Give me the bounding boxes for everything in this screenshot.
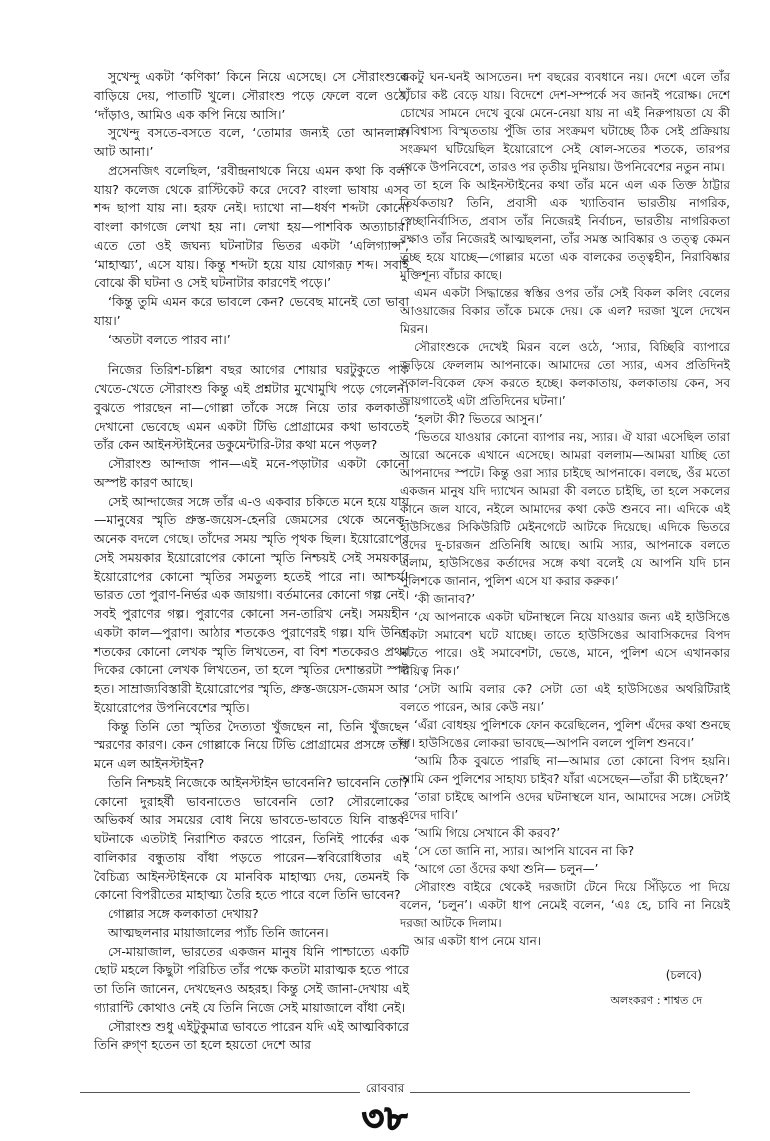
paragraph: সুখেন্দু একটা ‘কণিকা’ কিনে নিয়ে এসেছে। সে সৌরাংশুকে বাড়িয়ে দেয়, পাতাটি খুলে। সৌরাংশু পড়ে ফেলে বলে ওঠে, ‘দাঁড়াও, আমিও এক কপি নিয়ে আসি।’ [94, 69, 409, 122]
paragraph: সে-মায়াজাল, ভারতের একজন মানুষ যিনি পাশ্চাত্যে একটি ছোট মহলে কিছুটা পরিচিত তাঁর পক্ষে কতটা মারাত্মক হতে পারে তা তিনি জানেন, দেখছেনও অহরহ। কিন্তু সেই জানা-দেখায় এই গ্যারান্টি কোথাও নেই যে তিনি নিজে সেই মায়াজালে বাঁধা নেই। [94, 943, 409, 1015]
page-footer [0, 1080, 770, 1138]
paragraph: ‘আমি গিয়ে সেখানে কী করব?’ [414, 826, 561, 840]
paragraph: সৌরাংশুকে দেখেই মিরন বলে ওঠে, ‘স্যার, বিচ্ছিরি ব্যাপারে জড়িয়ে ফেললাম আপনাকে। আমাদের তো স্যার, এসব প্রতিদিনই সকাল-বিকেল ফেস করতে হচ্ছে। কলকাতায়, কলকাতায় কেন, সব জায়গাতেই এটা প্রতিদিনের ঘটনা।’ [400, 340, 730, 408]
paragraph: ‘ভিতরে যাওয়ার কোনো ব্যাপার নয়, স্যার। ঐ যারা এসেছিল তারা আরো অনেকে এখানে এসেছে। আমরা বললাম—আমরা যাচ্ছি তো আপনাদের স্পটে। কিন্তু ওরা স্যার চাইছে আপনাকে। বলছে, ওঁর মতো একজন মানুষ যদি দ্যাখেন আমরা কী বলতে চাইছি, তা হলে সকলের কানে জল যাবে, নইলে আমাদের কথা কেউ শুনবে না। এদিকে এই হাউসিঙের সিকিউরিটি মেইনগেটে আটকে দিয়েছে। এদিকে ভিতরে ওদের দু-চারজন প্রতিনিধি আছে। আমি স্যার, আপনাকে বলতে এলাম, হাউসিঙের কর্তাদের সঙ্গে কথা বলেই যে আপনি যদি চান পুলিশকে জানান, পুলিশ এসে যা করার করুক।’ [400, 430, 730, 588]
paragraph: সৌরাংশু আন্দাজ পান—এই মনে-পড়াটার একটা কোনো অস্পষ্ট কারণ আছে। [94, 456, 409, 490]
paragraph: ‘সেটা আমি বলার কে? সেটা তো এই হাউসিঙের অথরিটিরাই বলতে পারেন, আর কেউ নয়।’ [400, 682, 730, 714]
paragraph: ‘কী জানাব?’ [414, 592, 476, 606]
paragraph: আত্মছলনার মায়াজালের প্যাঁচ তিনি জানেন। [108, 924, 329, 940]
paragraph: আর একটা ধাপ নেমে যান। [414, 934, 542, 948]
paragraph: ‘তারা চাইছে আপনি ওদের ঘটনাস্থলে যান, আমাদের সঙ্গে। সেটাই ওদের দাবি।’ [400, 790, 730, 822]
paragraph: গোল্লার সঙ্গে কলকাতা দেখায়? [108, 906, 259, 921]
paragraph: প্রসেনজিৎ বলেছিল, ‘রবীন্দ্রনাথকে নিয়ে এমন কথা কি বলা যায়? কলেজ থেকে রাস্টিকেট করে দেবে? বাংলা ভাষায় এসব শব্দ ছাপা যায় না। হরফ নেই। দ্যাখো না—ধর্ষণ শব্দটা কোনো বাংলা কাগজে লেখা হয় না। লেখা হয়—পাশবিক অত্যাচার। এতে তো ওই জঘন্য ঘটনাটার ভিতর একটা ‘এলিগ্যান্স’, ‘মাহাত্ম্য’, এসে যায়। কিন্তু শব্দটা হয়ে যায় যোগরূঢ় শব্দ। সবাই বোঝে কী ঘটনা ও সেই ঘটনাটার কারণেই পড়ে।’ [94, 162, 409, 291]
paragraph: ‘অতটা বলতে পারব না।’ [108, 331, 231, 347]
paragraph: ‘কিন্তু তুমি এমন করে ভাবলে কেন? ভেবেছ মানেই তো ভাবা যায়।’ [94, 294, 409, 328]
paragraph: ‘সে তো জানি না, স্যার। আপনি যাবেন না কি? [414, 844, 635, 858]
paragraph: ‘এঁরা বোধহয় পুলিশকে ফোন করেছিলেন, পুলিশ এঁদের কথা শুনছে না। হাউসিঙের লোকরা ভাবছে—আপনি বললে পুলিশ শুনবে।’ [400, 718, 730, 750]
paragraph: একটু ঘন-ঘনই আসতেন। দশ বছরের ব্যবধানে নয়। দেশে এলে তাঁর বাঁচার কষ্ট বেড়ে যায়। বিদেশে দেশ-সম্পর্কে সব জানই পরোক্ষ। দেশে চোখের সামনে দেখে বুঝে মেনে-নেয়া যায় না এই নিরুপায়তা যে কী অবিশ্বাস্য বিস্মৃততায় পুঁজি তার সংক্রমণ ঘটাচ্ছে ঠিক সেই প্রক্রিয়ায় সংক্রমণ ঘটিয়েছিল ইয়োরোপে সেই ষোল-সতের শতকে, তারপর থেকে উপনিবেশে, তারও পর তৃতীয় দুনিয়ায়। উপনিবেশের নতুন নাম। [400, 70, 730, 174]
paragraph: সৌরাংশু বাইরে থেকেই দরজাটা টেনে দিয়ে সিঁড়িতে পা দিয়ে বলেন, ‘চলুন’। একটা ধাপ নেমেই বলেন, ‘এঃ হে, চাবি না নিয়েই দরজা আটকে দিলাম। [400, 880, 730, 930]
paragraph: ‘হলটা কী? ভিতরে আসুন।’ [414, 412, 543, 426]
right-column [400, 68, 730, 1010]
paragraph: সৌরাংশু শুধু এইটুকুমাত্র ভাবতে পারেন যদি এই আত্মবিকারে তিনি রুগ্ণ হতেন তা হলে হয়তো দেশে আর [94, 1018, 409, 1053]
paragraph: সেই আন্দাজের সঙ্গে তাঁর এ-ও একবার চকিতে মনে হয়ে যায়—মানুষের স্মৃতি প্রুস্ত-জয়েস-হেনরি জেমসের থেকে অনেক-অনেক বদলে গেছে। তাঁদের সময় স্মৃতি পৃথক ছিল। ইয়োরোপের সেই সময়কার ইয়োরোপের কোনো স্মৃতি নিশ্চয়ই সেই সময়কার ইয়োরোপের কোনো স্মৃতির সমতুল্য হতেই পারে না। আশ্চর্য! ভারত তো পুরাণ-নির্ভর এক জায়গা। বর্তমানের কোনো গল্প নেই। সবই পুরাণের গল্প। পুরাণের কোনো সন-তারিখ নেই। সময়হীন একটা কাল—পুরাণ। আঠার শতকেও পুরাণেরই গল্প। যদি উনিশ শতকের কোনো লেখক স্মৃতি লিখতেন, বা বিশ শতকেরও প্রথম দিকের কোনো লেখক লিখতেন, তা হলে স্মৃতির দেশান্তরটা স্পষ্ট হত। সাম্রাজ্যবিস্তারী ইয়োরোপের স্মৃতি, প্রুস্ত-জয়েস-জেমস আর ইয়োরোপের উপনিবেশের স্মৃতি। [94, 493, 409, 715]
page-number: ৩৮ [361, 1099, 409, 1139]
paragraph: এমন একটা সিদ্ধান্তের স্বস্তির ওপর তাঁর সেই বিকল কলিং বেলের আওয়াজের বিকার তাঁকে চমকে দেয়। কে এল? দরজা খুলে দেখেন মিরন। [400, 286, 730, 336]
paragraph: তিনি নিশ্চয়ই নিজেকে আইনস্টাইন ভাবেননি? ভাবেননি তো? কোনো দুরাহর্ষী ভাবনাতেও ভাবেননি তো? সৌরলোকের অভিকর্ষ আর সময়ের বোধ নিয়ে ভাবতে-ভাবতে যিনি বাস্তব-ঘটনাকে এতটাই নিরাশিত করতে পারেন, তিনিই পার্কের এক বালিকার বন্ধুতায় বাঁধা পড়তে পারেন—স্ববিরোধিতার এই বৈচিত্র্য আইনস্টাইনকে যে মানবিক মাহাত্ম্য দেয়, তেমনই কি কোনো বিপরীতের মাহাত্ম্য তৈরি হতে পারে বলে তিনি ভাবেন? [94, 774, 409, 903]
to-be-continued: (চলবে) [665, 968, 702, 982]
paragraph: নিজের তিরিশ-চল্লিশ বছর আগের শোয়ার ঘরটুকুতে পাক খেতে-খেতে সৌরাংশু কিন্তু এই প্রশ্নটার মুখোমুখি পড়ে গেলেন। বুঝতে পারছেন না—গোল্লা তাঁকে সঙ্গে নিয়ে তার কলকাতা দেখানো ভেবেছে এমন একটা টিভি প্রোগ্রামের কথা ভাবতেই তাঁর কেন আইনস্টাইনের ডকুমেন্টারি-টার কথা মনে পড়ল? [94, 362, 409, 453]
paragraph: ‘আগে তো ওঁদের কথা শুনি— চলুন—’ [414, 862, 599, 876]
illustration-credit: অলংকরণ : শাশ্বত দে [610, 994, 702, 1007]
paragraph: ‘আমি ঠিক বুঝতে পারছি না—আমার তো কোনো বিপদ হয়নি। আমি কেন পুলিশের সাহায্য চাইব? যাঁরা এসেছেন—তাঁরা কী চাইছেন?’ [400, 754, 730, 786]
paragraph: ‘যে আপনাকে একটা ঘটনাস্থলে নিয়ে যাওয়ার জন্য এই হাউসিঙে একটা সমাবেশ ঘটে যাচ্ছে। তাতে হাউসিঙের আবাসিকদের বিপদ ঘটতে পারে। ওই সমাবেশটা, ভেঙে, মানে, পুলিশ এসে এখানকার দায়িত্ব নিক।’ [400, 610, 730, 678]
paragraph: কিন্তু তিনি তো স্মৃতির দৈত্যতা খুঁজছেন না, তিনি খুঁজছেন স্মরণের কারণ। কেন গোল্লাকে নিয়ে টিভি প্রোগ্রামের প্রসঙ্গে তাঁর মনে এল আইনস্টাইন? [94, 718, 409, 771]
left-column [94, 68, 409, 1055]
magazine-name: রোববার [365, 1081, 405, 1095]
paragraph: সুখেন্দু বসতে-বসতে বলে, ‘তোমার জন্যই তো আনলাম। আট আনা।’ [94, 125, 409, 159]
paragraph: তা হলে কি আইনস্টাইনের কথা তাঁর মনে এল এক তিক্ত ঠাট্টার তির্যকতায়? তিনি, প্রবাসী এক খ্যাতিবান ভারতীয় নাগরিক, স্বেচ্ছানির্বাসিত, প্রবাস তাঁর নিজেরই নির্বাচন, ভারতীয় নাগরিকতা রক্ষাও তাঁর নিজেরই আত্মছলনা, তাঁর সমস্ত আবিষ্কার ও তত্ত্ব কেমন তুচ্ছ হয়ে যাচ্ছে—গোল্লার মতো এক বালকের তত্ত্বহীন, নিরাবিষ্কার মুক্তিশূন্য বাঁচার কাছে। [400, 178, 730, 282]
